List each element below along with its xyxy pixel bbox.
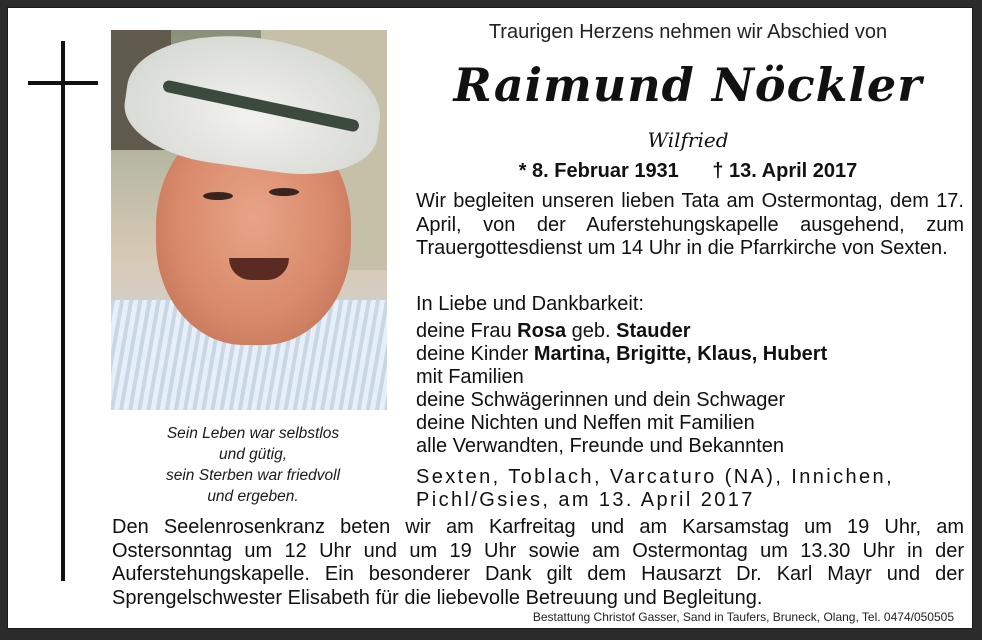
family-nieces: deine Nichten und Neffen mit Familien (416, 412, 755, 434)
family-label: geb. (566, 320, 617, 342)
quote-line: Sein Leben war selbstlos (166, 425, 340, 442)
wife-name: Rosa (517, 320, 567, 342)
death-date: † 13. April 2017 (712, 160, 858, 182)
photo-eye (269, 188, 299, 196)
portrait-photo (111, 30, 387, 410)
family-label: deine Frau (416, 320, 518, 342)
life-dates (418, 160, 958, 183)
rosary-text: Den Seelenrosenkranz beten wir am Karfreitag und am Karsamstag um 19 Uhr, am Ostersonntag um 12 Uhr und um 19 Uhr sowie am Ostermontag um 13.30 Uhr in der Auferstehungskapelle. Ein besonderer Dank gilt dem Hausarzt Dr. Karl Mayr und der Sprengelschwester Elisabeth für die liebevolle Betreuung und Begleitung. (112, 516, 964, 609)
family-wife (416, 320, 827, 343)
cross-icon (61, 41, 65, 581)
thanks-heading: In Liebe und Dankbarkeit: (416, 293, 644, 315)
family-relatives: alle Verwandten, Freunde und Bekannten (416, 435, 785, 457)
deceased-name: Raimund Nöckler (453, 58, 923, 112)
photo-eye (203, 192, 233, 200)
quote-line: und ergeben. (207, 488, 299, 505)
memorial-quote (118, 423, 388, 507)
intro-text: Traurigen Herzens nehmen wir Abschied von (488, 21, 888, 43)
quote-line: und gütig, (218, 446, 288, 463)
cross-icon-bar (28, 81, 98, 85)
places-date: Sexten, Toblach, Varcaturo (NA), Innichen, Pichl/Gsies, am 13. April 2017 (416, 466, 895, 511)
children-names: Martina, Brigitte, Klaus, Hubert (533, 343, 828, 365)
obituary-card (7, 7, 973, 629)
nickname: Wilfried (647, 128, 729, 152)
family-in-laws: deine Schwägerinnen und dein Schwager (416, 389, 786, 411)
funeral-home-footer: Bestattung Christof Gasser, Sand in Taufers, Bruneck, Olang, Tel. 0474/050505 (532, 610, 954, 624)
family-children-suffix: mit Familien (416, 366, 524, 388)
quote-line: sein Sterben war friedvoll (165, 467, 341, 484)
family-children (416, 343, 827, 366)
family-label: deine Kinder (416, 343, 534, 365)
wife-maiden-name: Stauder (616, 320, 691, 342)
funeral-announcement: Wir begleiten unseren lieben Tata am Ostermontag, dem 17. April, von der Auferstehungskapelle ausgehend, zum Trauergottesdienst um 14 Uhr in die Pfarrkirche von Sexten. (416, 190, 964, 259)
family-list (416, 320, 827, 458)
birth-date: * 8. Februar 1931 (518, 160, 679, 182)
